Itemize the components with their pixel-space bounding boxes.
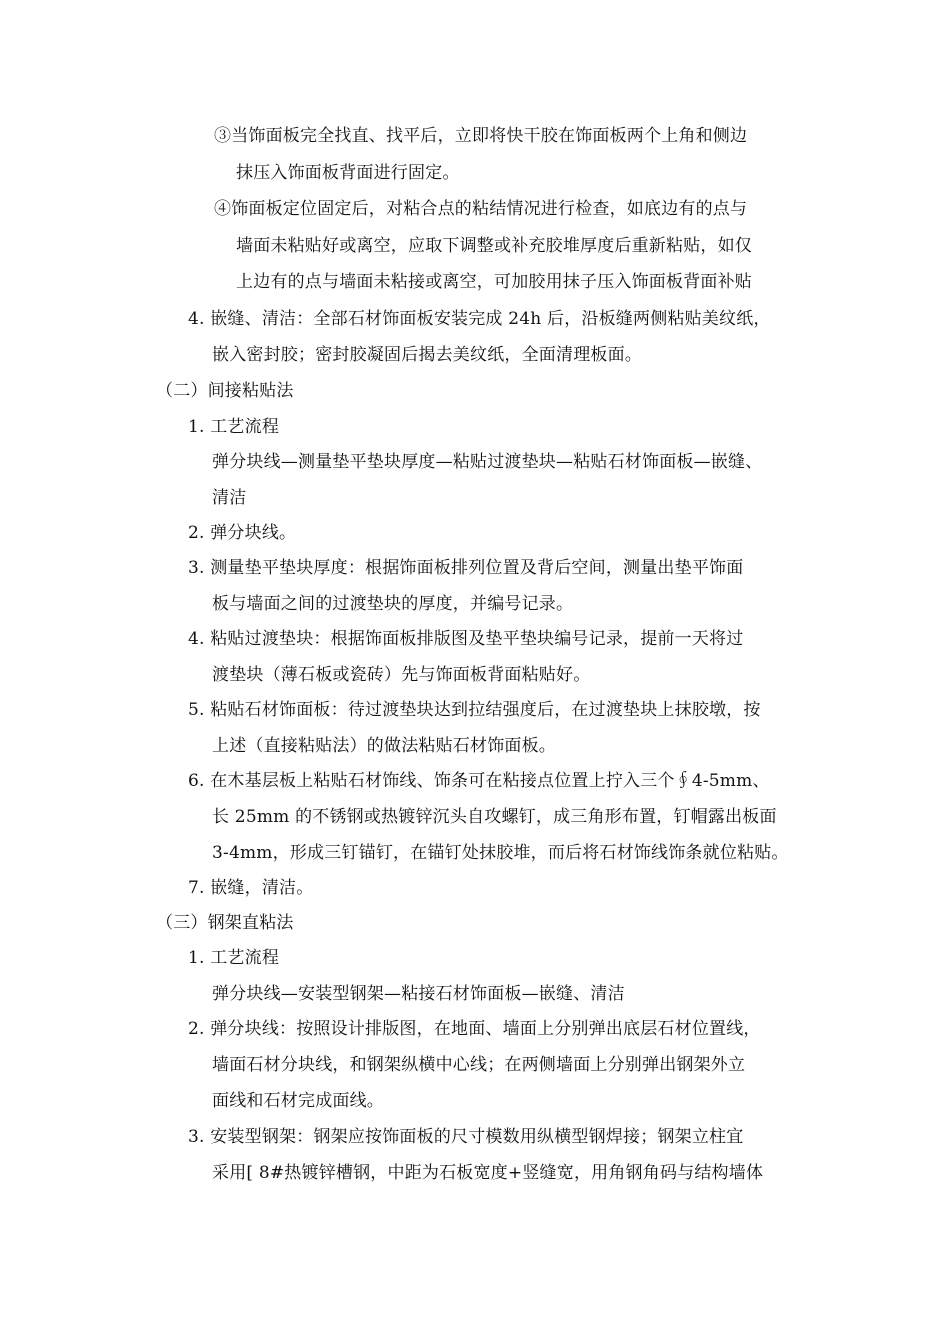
- text-line: 上述（直接粘贴法）的做法粘贴石材饰面板。: [212, 736, 556, 756]
- text-line: 3. 测量垫平垫块厚度：根据饰面板排列位置及背后空间，测量出垫平饰面: [188, 558, 744, 578]
- text-line: 采用[ 8#热镀锌槽钢，中距为石板宽度+竖缝宽，用角钢角码与结构墙体: [212, 1163, 764, 1183]
- text-line: ③当饰面板完全找直、找平后，立即将快干胶在饰面板两个上角和侧边: [214, 126, 748, 146]
- text-line: 4. 嵌缝、清洁：全部石材饰面板安装完成 24h 后，沿板缝两侧粘贴美纹纸，: [188, 309, 771, 329]
- text-line: 1. 工艺流程: [188, 948, 280, 968]
- text-line: 抹压入饰面板背面进行固定。: [236, 163, 460, 183]
- text-line: 长 25mm 的不锈钢或热镀锌沉头自攻螺钉，成三角形布置，钉帽露出板面: [212, 807, 777, 827]
- text-line: 3. 安装型钢架：钢架应按饰面板的尺寸模数用纵横型钢焊接；钢架立柱宜: [188, 1127, 744, 1147]
- text-line: 面线和石材完成面线。: [212, 1091, 384, 1111]
- text-line: 渡垫块（薄石板或瓷砖）先与饰面板背面粘贴好。: [212, 665, 591, 685]
- text-line: 弹分块线—测量垫平垫块厚度—粘贴过渡垫块—粘贴石材饰面板—嵌缝、: [212, 452, 763, 472]
- text-line: 上边有的点与墙面未粘接或离空，可加胶用抹子压入饰面板背面补贴: [236, 272, 752, 292]
- text-line: 4. 粘贴过渡垫块：根据饰面板排版图及垫平垫块编号记录，提前一天将过: [188, 629, 744, 649]
- text-line: 1. 工艺流程: [188, 417, 280, 437]
- text-line: 弹分块线—安装型钢架—粘接石材饰面板—嵌缝、清洁: [212, 984, 625, 1004]
- text-line: 3-4mm，形成三钉锚钉，在锚钉处抹胶堆，而后将石材饰线饰条就位粘贴。: [212, 843, 789, 863]
- text-line: 墙面石材分块线，和钢架纵横中心线；在两侧墙面上分别弹出钢架外立: [212, 1055, 746, 1075]
- text-line: 7. 嵌缝，清洁。: [188, 878, 314, 898]
- text-line: 6. 在木基层板上粘贴石材饰线、饰条可在粘接点位置上拧入三个∮4-5mm、: [188, 771, 770, 791]
- text-line: ④饰面板定位固定后，对粘合点的粘结情况进行检查，如底边有的点与: [214, 199, 748, 219]
- text-line: 5. 粘贴石材饰面板：待过渡垫块达到拉结强度后，在过渡垫块上抹胶墩，按: [188, 700, 761, 720]
- section-heading: （三）钢架直粘法: [156, 913, 294, 933]
- text-line: 清洁: [212, 488, 247, 508]
- text-line: 板与墙面之间的过渡垫块的厚度，并编号记录。: [212, 594, 574, 614]
- text-line: 嵌入密封胶；密封胶凝固后揭去美纹纸，全面清理板面。: [212, 345, 642, 365]
- text-line: 墙面未粘贴好或离空，应取下调整或补充胶堆厚度后重新粘贴，如仅: [236, 236, 752, 256]
- section-heading: （二）间接粘贴法: [156, 381, 294, 401]
- text-line: 2. 弹分块线：按照设计排版图，在地面、墙面上分别弹出底层石材位置线，: [188, 1019, 761, 1039]
- text-line: 2. 弹分块线。: [188, 523, 297, 543]
